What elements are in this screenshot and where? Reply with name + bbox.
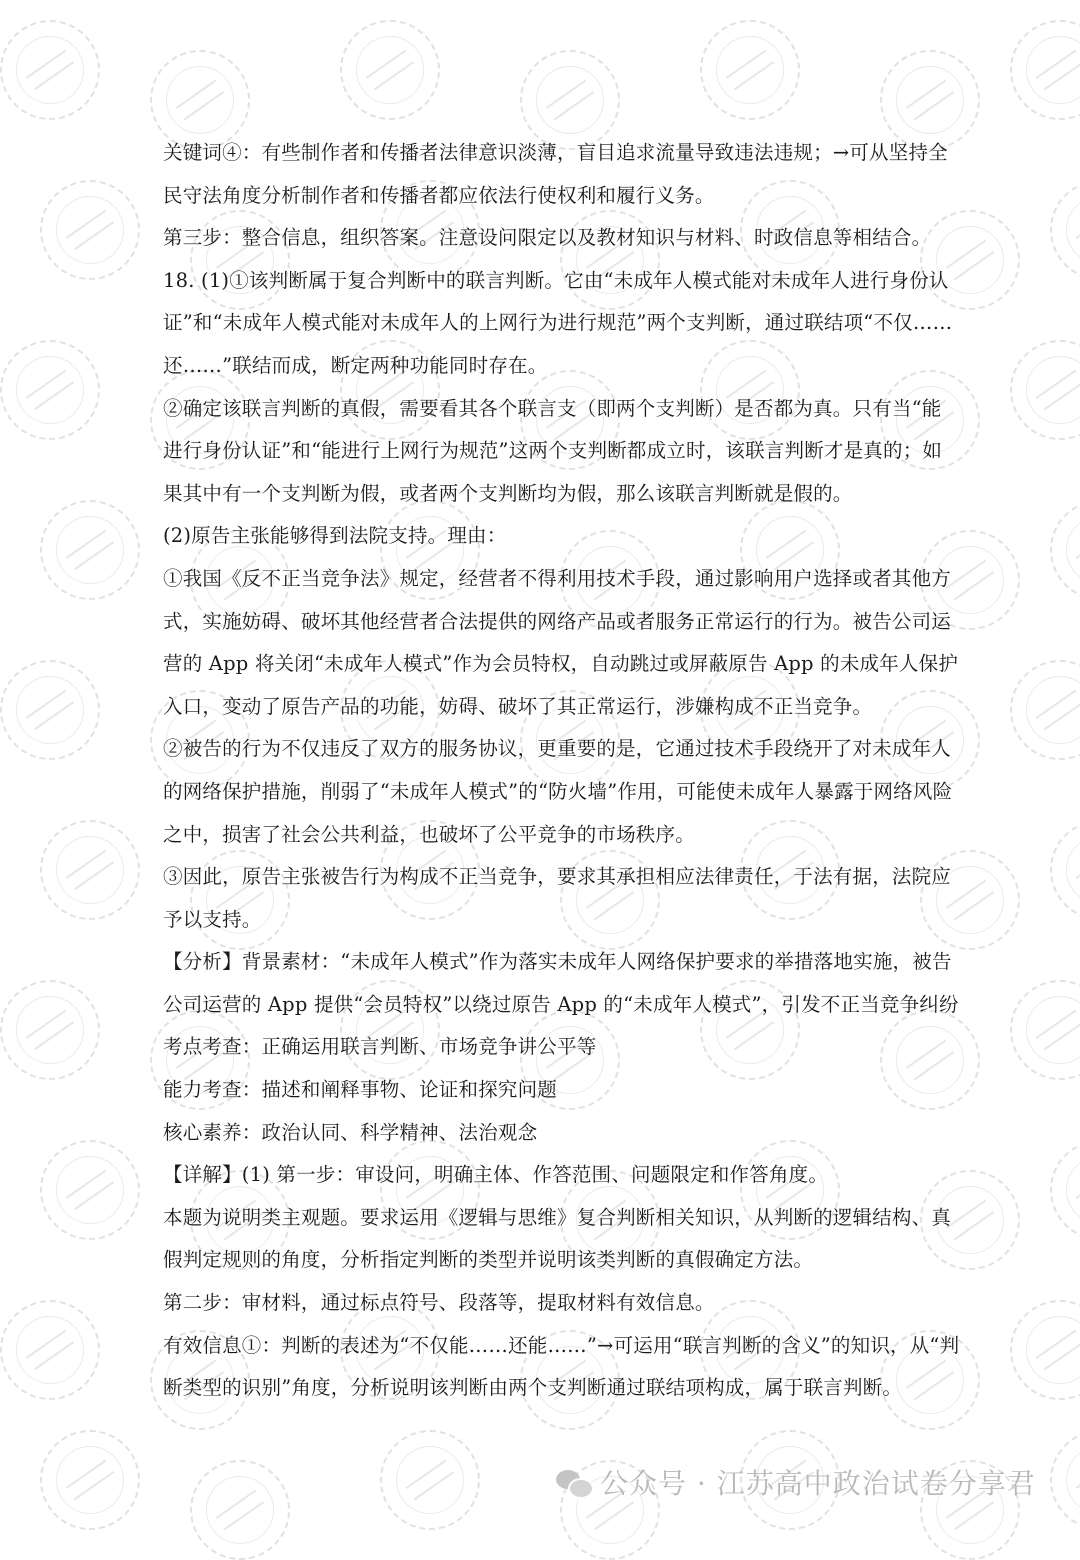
text-line: 有效信息①：判断的表述为“不仅能……还能……”→可运用“联言判断的含义”的知识，从“判 (163, 1333, 960, 1357)
text-line: 民守法角度分析制作者和传播者都应依法行使权利和履行义务。 (163, 183, 715, 207)
watermark-seal (1050, 820, 1080, 920)
text-line: 本题为说明类主观题。要求运用《逻辑与思维》复合判断相关知识，从判断的逻辑结构、真 (163, 1205, 952, 1229)
watermark-seal (1010, 340, 1080, 440)
footer-watermark (556, 1462, 1036, 1502)
watermark-seal (40, 820, 140, 920)
watermark-seal (40, 500, 140, 600)
text-line: 还……”联结而成，断定两种功能同时存在。 (163, 353, 548, 377)
text-line: 予以支持。 (163, 907, 262, 931)
text-line: 入口，变动了原告产品的功能，妨碍、破坏了其正常运行，涉嫌构成不正当竞争。 (163, 694, 873, 718)
watermark-seal (1050, 500, 1080, 600)
watermark-seal (380, 1430, 480, 1530)
text-line: 18. (1)①该判断属于复合判断中的联言判断。它由“未成年人模式能对未成年人进行身份认 (163, 268, 949, 292)
watermark-seal (920, 210, 1020, 310)
watermark-seal (1050, 180, 1080, 280)
text-line: 断类型的识别”角度，分析说明该判断由两个支判断通过联结项构成，属于联言判断。 (163, 1376, 903, 1400)
watermark-seal (1010, 660, 1080, 760)
text-line: 的网络保护措施，削弱了“未成年人模式”的“防火墙”作用，可能使未成年人暴露于网络风险 (163, 779, 953, 803)
watermark-seal (700, 20, 800, 120)
watermark-seal (40, 180, 140, 280)
wechat-icon (556, 1468, 592, 1496)
watermark-seal (1010, 980, 1080, 1080)
text-line: ②确定该联言判断的真假，需要看其各个联言支（即两个支判断）是否都为真。只有当“能 (163, 396, 942, 420)
watermark-seal (0, 980, 100, 1080)
watermark-seal (1050, 1140, 1080, 1240)
text-line: 【详解】(1) 第一步：审设问，明确主体、作答范围、问题限定和作答角度。 (163, 1163, 829, 1187)
text-line: 之中，损害了社会公共利益，也破坏了公平竞争的市场秩序。 (163, 822, 695, 846)
text-line: 公司运营的 App 提供“会员特权”以绕过原告 App 的“未成年人模式”，引发不正当竞争纠纷 (163, 992, 959, 1016)
text-line: 营的 App 将关闭“未成年人模式”作为会员特权，自动跳过或屏蔽原告 App 的未成年人保护 (163, 652, 959, 676)
text-line: 核心素养：政治认同、科学精神、法治观念 (163, 1120, 538, 1144)
text-line: 关键词④：有些制作者和传播者法律意识淡薄，盲目追求流量导致违法违规；→可从坚持全 (163, 141, 948, 164)
footer-text: 公众号 · 江苏高中政治试卷分享君 (600, 1467, 1036, 1500)
watermark-seal (1050, 1430, 1080, 1530)
watermark-seal (0, 20, 100, 120)
text-line: 式，实施妨碍、破坏其他经营者合法提供的网络产品或者服务正常运行的行为。被告公司运 (163, 609, 952, 633)
text-line: 第三步：整合信息，组织答案。注意设问限定以及教材知识与材料、时政信息等相结合。 (163, 226, 932, 250)
watermark-seal (0, 660, 100, 760)
watermark-seal (0, 1300, 100, 1400)
watermark-seal (40, 1430, 140, 1530)
text-line: 假判定规则的角度，分析指定判断的类型并说明该类判断的真假确定方法。 (163, 1248, 814, 1272)
text-line: (2)原告主张能够得到法院支持。理由： (163, 524, 507, 548)
text-line: 证”和“未成年人模式能对未成年人的上网行为进行规范”两个支判断，通过联结项“不仅…… (163, 311, 953, 335)
text-line: ③因此，原告主张被告行为构成不正当竞争，要求其承担相应法律责任，于法有据，法院应 (163, 865, 952, 889)
text-line: ②被告的行为不仅违反了双方的服务协议，更重要的是，它通过技术手段绕开了对未成年人 (163, 737, 952, 761)
text-line: 考点考查：正确运用联言判断、市场竞争讲公平等 (163, 1035, 597, 1059)
watermark-seal (40, 1140, 140, 1240)
text-line: 【分析】背景素材：“未成年人模式”作为落实未成年人网络保护要求的举措落地实施，被告 (163, 950, 952, 974)
text-line: 进行身份认证”和“能进行上网行为规范”这两个支判断都成立时，该联言判断才是真的；如 (163, 439, 943, 463)
watermark-seal (190, 1460, 290, 1560)
text-line: 果其中有一个支判断为假，或者两个支判断均为假，那么该联言判断就是假的。 (163, 481, 853, 505)
document-body (163, 132, 960, 1410)
text-line: 第二步：审材料，通过标点符号、段落等，提取材料有效信息。 (163, 1291, 715, 1315)
text-line: 能力考查：描述和阐释事物、论证和探究问题 (163, 1078, 558, 1102)
watermark-seal (1010, 1300, 1080, 1400)
text-line: ①我国《反不正当竞争法》规定，经营者不得利用技术手段，通过影响用户选择或者其他方 (163, 566, 952, 590)
watermark-seal (1010, 20, 1080, 120)
watermark-seal (0, 340, 100, 440)
watermark-seal (340, 20, 440, 120)
